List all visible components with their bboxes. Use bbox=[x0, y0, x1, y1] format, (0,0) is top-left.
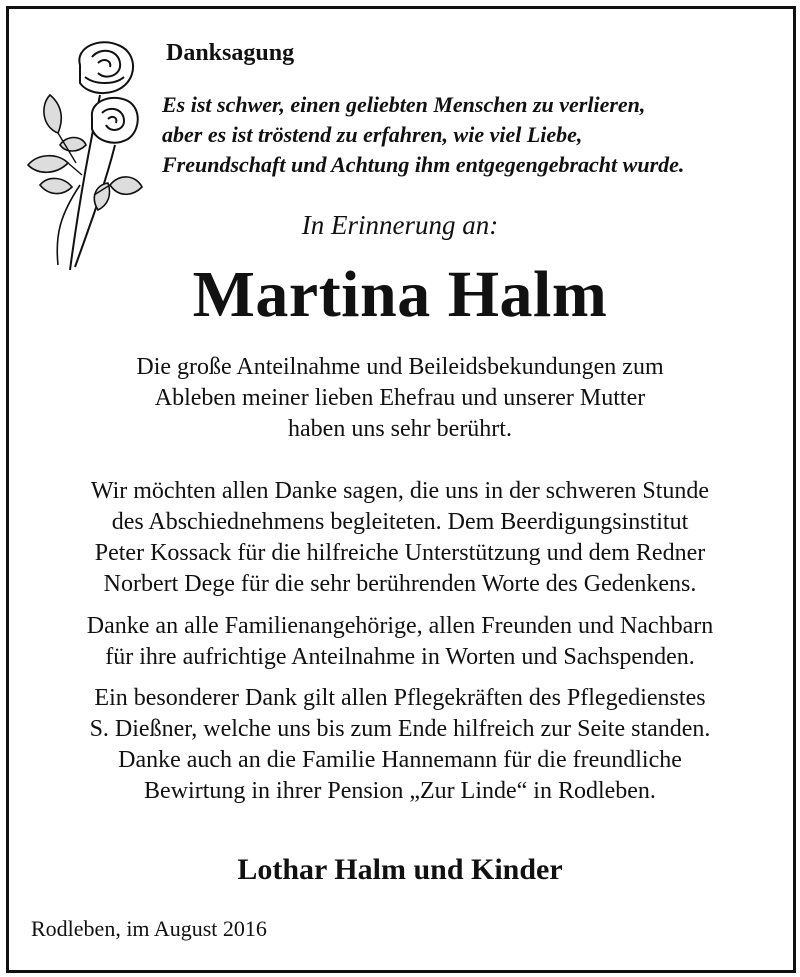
in-memory-label: In Erinnerung an: bbox=[301, 210, 499, 240]
motto-line: aber es ist tröstend zu erfahren, wie viel Liebe, bbox=[162, 122, 583, 147]
thanks-paragraph-1 bbox=[0, 352, 800, 445]
motto-line: Es ist schwer, einen geliebten Menschen zu verlieren, bbox=[162, 92, 646, 117]
text-line: Wir möchten allen Danke sagen, die uns in der schweren Stunde bbox=[90, 478, 710, 504]
thanks-paragraph-4 bbox=[0, 683, 800, 807]
thanks-paragraph-3 bbox=[0, 611, 800, 673]
text-line: des Abschiednehmens begleiteten. Dem Beerdigungsinstitut bbox=[111, 509, 689, 535]
text-line: Die große Anteilnahme und Beileidsbekundungen zum bbox=[136, 354, 664, 380]
text-line: für ihre aufrichtige Anteilnahme in Worten und Sachspenden. bbox=[105, 644, 695, 670]
text-line: Norbert Dege für die sehr berührenden Worte des Gedenkens. bbox=[103, 571, 697, 597]
text-line: Danke an alle Familienangehörige, allen Freunden und Nachbarn bbox=[86, 613, 714, 639]
text-line: Bewirtung in ihrer Pension „Zur Linde“ in Rodleben. bbox=[144, 778, 656, 804]
signature: Lothar Halm und Kinder bbox=[237, 853, 563, 886]
text-line: S. Dießner, welche uns bis zum Ende hilfreich zur Seite standen. bbox=[89, 716, 711, 742]
place-date: Rodleben, im August 2016 bbox=[31, 916, 267, 941]
deceased-name: Martina Halm bbox=[192, 258, 608, 331]
text-line: Ableben meiner lieben Ehefrau und unserer Mutter bbox=[154, 385, 646, 411]
text-line: Ein besonderer Dank gilt allen Pflegekräften des Pflegedienstes bbox=[94, 685, 706, 711]
motto-quote bbox=[162, 90, 684, 180]
text-line: haben uns sehr berührt. bbox=[288, 416, 512, 442]
text-line: Danke auch an die Familie Hannemann für die freundliche bbox=[118, 747, 682, 773]
thanks-paragraph-2 bbox=[0, 476, 800, 600]
notice-heading: Danksagung bbox=[166, 40, 295, 66]
text-line: Peter Kossack für die hilfreiche Unterstützung und dem Redner bbox=[94, 540, 706, 566]
motto-line: Freundschaft und Achtung ihm entgegengebracht wurde. bbox=[162, 152, 685, 177]
